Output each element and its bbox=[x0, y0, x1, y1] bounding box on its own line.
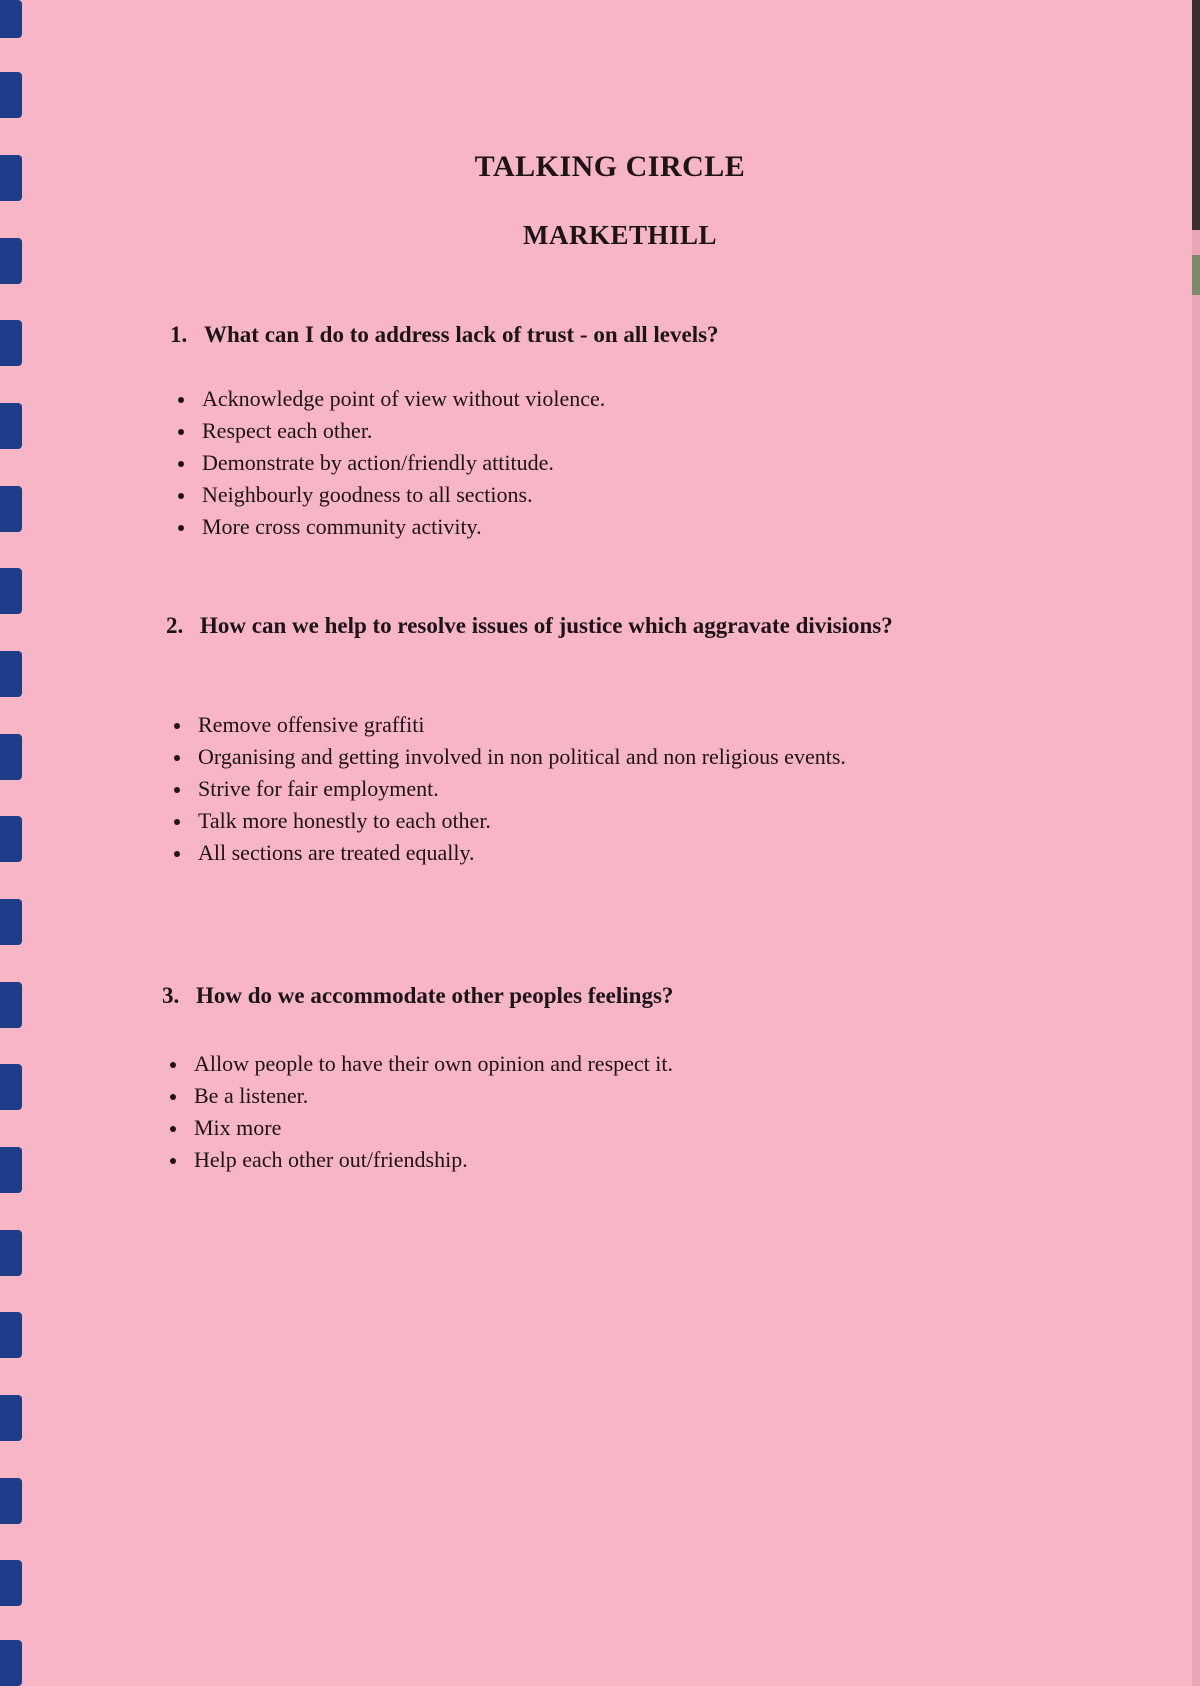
list-item: Mix more bbox=[164, 1112, 984, 1144]
list-item: Be a listener. bbox=[164, 1080, 984, 1112]
list-item: More cross community activity. bbox=[172, 511, 992, 543]
binding-hole bbox=[0, 1395, 22, 1441]
binding-hole bbox=[0, 568, 22, 614]
page-edge-shadow bbox=[1192, 0, 1200, 230]
page-subtitle: MARKETHILL bbox=[522, 220, 718, 250]
answer-list-2 bbox=[168, 709, 958, 869]
question-text: How do we accommodate other peoples feelings? bbox=[196, 983, 674, 1008]
question-3 bbox=[162, 979, 1062, 1013]
binding-hole bbox=[0, 1312, 22, 1358]
binding-hole bbox=[0, 403, 22, 449]
question-number: 3. bbox=[162, 983, 180, 1008]
answer-list-3 bbox=[164, 1048, 984, 1176]
binding-hole bbox=[0, 238, 22, 284]
binding-hole bbox=[0, 72, 22, 118]
binding-hole bbox=[0, 486, 22, 532]
binding-hole bbox=[0, 320, 22, 366]
binding-hole bbox=[0, 1147, 22, 1193]
list-item: Respect each other. bbox=[172, 415, 992, 447]
binding-hole bbox=[0, 0, 22, 38]
list-item: Neighbourly goodness to all sections. bbox=[172, 479, 992, 511]
question-1 bbox=[170, 318, 1070, 352]
page-edge bbox=[1192, 0, 1200, 1686]
question-2 bbox=[166, 609, 946, 643]
question-number: 1. bbox=[170, 322, 188, 347]
question-text: How can we help to resolve issues of justice which aggravate divisions? bbox=[200, 613, 893, 638]
list-item: All sections are treated equally. bbox=[168, 837, 958, 869]
binding-hole bbox=[0, 1064, 22, 1110]
answer-list-1 bbox=[172, 383, 992, 543]
list-item: Strive for fair employment. bbox=[168, 773, 958, 805]
list-item: Acknowledge point of view without violence. bbox=[172, 383, 992, 415]
list-item: Allow people to have their own opinion and respect it. bbox=[164, 1048, 984, 1080]
binding-hole bbox=[0, 1230, 22, 1276]
binding-hole bbox=[0, 734, 22, 780]
binding-hole bbox=[0, 816, 22, 862]
binding-hole bbox=[0, 899, 22, 945]
binding-hole bbox=[0, 651, 22, 697]
question-text: What can I do to address lack of trust - on all levels? bbox=[204, 322, 719, 347]
list-item: Demonstrate by action/friendly attitude. bbox=[172, 447, 992, 479]
page-title: TALKING CIRCLE bbox=[474, 150, 746, 183]
binding-hole bbox=[0, 1560, 22, 1606]
binding-hole bbox=[0, 982, 22, 1028]
spiral-binding bbox=[0, 0, 26, 1686]
binding-hole bbox=[0, 1478, 22, 1524]
list-item: Organising and getting involved in non political and non religious events. bbox=[168, 741, 958, 773]
list-item: Help each other out/friendship. bbox=[164, 1144, 984, 1176]
page-edge-tab bbox=[1192, 255, 1200, 295]
list-item: Talk more honestly to each other. bbox=[168, 805, 958, 837]
question-number: 2. bbox=[166, 613, 184, 638]
list-item: Remove offensive graffiti bbox=[168, 709, 958, 741]
binding-hole bbox=[0, 1640, 22, 1686]
